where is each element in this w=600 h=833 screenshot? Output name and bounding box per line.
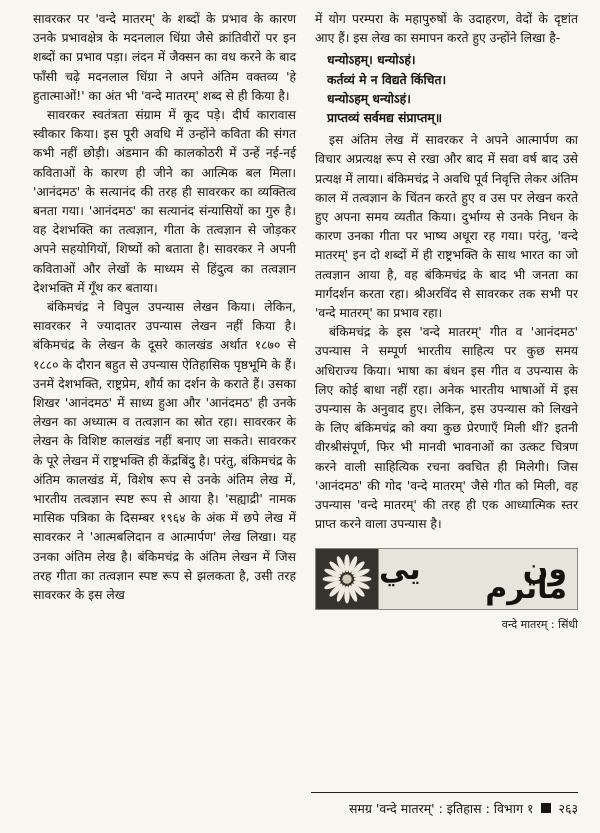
page-footer — [33, 792, 578, 817]
footer-text — [33, 800, 578, 817]
paragraph: सावरकर स्वतंत्रता संग्राम में कूद पड़े। दीर्घ कारावास स्वीकार किया। इस पूरी अवधि में उन्होंने कविता की संगत कभी नहीं छोड़ी। अंडमान की कालकोठरी में उन्हें नई-नई कविताओं के कारण ही जीने का आत्मिक बल मिला। 'आनंदमठ' के सत्यानंद की तरह ही सावरकर का व्यक्तित्व बनता गया। 'आनंदमठ' का सत्यानंद संन्यासियों का गुरु है। वह देशभक्ति का तत्वज्ञान, गीता के तत्वज्ञान से जोड़कर अपने सहयोगियों, शिष्यों को बताता है। सावरकर ने अपनी कविताओं और लेखों के माध्यम से हिंदुत्व का तत्वज्ञान देशभक्ति में गूँथ कर बताया। — [33, 108, 296, 295]
text-columns — [33, 10, 578, 635]
footer-title: समग्र 'वन्दे मातरम्' : इतिहास : विभाग १ — [348, 801, 534, 816]
vande-mataram-sindhi-figure — [315, 548, 578, 610]
verse-line: कर्तव्यं मे न विद्यते किंचित। — [327, 72, 447, 87]
paragraph: बंकिमचंद्र ने विपुल उपन्यास लेखन किया। लेकिन, सावरकर ने ज्यादातर उपन्यास लेखन नहीं किया है। बंकिमचंद्र के लेखन के दूसरे कालखंड अर्थात १८७० से १८८० के दौरान बहुत से उपन्यास ऐतिहासिक पृष्ठभूमि के हैं। उनमें देशभक्ति, राष्ट्रप्रेम, शौर्य का दर्शन के कराते हैं। उसका शिखर 'आनंदमठ' में साध्य हुआ और 'आनंदमठ' ही उनके लेखन का अध्यात्म व तत्वज्ञान का स्रोत रहा। सावरकर के लेखन के विशिष्ट कालखंड नहीं बनाए जा सकते। सावरकर के पूरे लेखन में राष्ट्रभक्ति ही केंद्रबिंदु है। परंतु, बंकिमचंद्र के अंतिम कालखंड में, विशेष रूप से उनके अंतिम लेख में, भारतीय तत्वज्ञान स्पष्ट रूप से आया है। 'सह्याद्री' नामक मासिक पत्रिका के दिसम्बर १९६४ के अंक में छपे लेख में सावरकर ने 'आत्मबलिदान व आत्मार्पण' लेख लिखा। यह उनका अंतिम लेख है। बंकिमचंद्र के अंतिम लेखन में जिस तरह गीता का तत्वज्ञान स्पष्ट रूप से झलकता है, उसी तरह सावरकर के इस लेख — [33, 300, 296, 603]
paragraph: सावरकर पर 'वन्दे मातरम्' के शब्दों के प्रभाव के कारण उनके प्रभावक्षेत्र के मदनलाल धिंग्रा जैसे क्रांतिवीरों पर इन शब्दों का प्रभाव पड़ा। लंदन में जैक्सन का वध करने के बाद फाँसी चढ़े मदनलाल धिंग्रा ने अपने अंतिम वक्तव्य 'हे हुतात्माओं!' का अंत भी 'वन्दे मातरम्' शब्द से ही किया है। — [33, 12, 296, 103]
figure-caption: वन्दे मातरम् : सिंधी — [501, 618, 578, 632]
paragraph: बंकिमचंद्र के इस 'वन्दे मातरम्' गीत व 'आनंदमठ' उपन्यास ने सम्पूर्ण भारतीय साहित्य पर कुछ समय अधिराज्य किया। भाषा का बंधन इस गीत व उपन्यास के लिए कोई बाधा नहीं रहा। अनेक भारतीय भाषाओं में इस उपन्यास के अनुवाद हुए। लेकिन, इस उपन्यास को लिखने के लिए बंकिमचंद्र को क्या कुछ प्रेरणाएँ मिली थीं? इतनी वीरश्रीसंपूर्ण, फिर भी मानवी भावनाओं का उत्कट चित्रण करने वाली साहित्यिक रचना क्वचित ही मिलेगी। जिस 'आनंदमठ' की गोद 'वन्दे मातरम्' जैसे गीत को मिली, वह उपन्यास 'वन्दे मातरम्' की तरह ही एक आध्यात्मिक स्तर प्राप्त करने वाला उपन्यास है। — [315, 325, 578, 532]
left-column — [33, 10, 296, 635]
flower-icon — [322, 554, 372, 604]
page-number: २६३ — [558, 801, 578, 816]
verse-line: धन्योऽहम् धन्योऽहं। — [327, 91, 411, 106]
sanskrit-verse — [327, 51, 578, 128]
verse-line: धन्योऽहम्। धन्योऽहं। — [327, 53, 416, 68]
sindhi-calligraphy-text: ون يي ماترم — [379, 549, 577, 609]
paragraph: में योग परम्परा के महापुरुषों के उदाहरण, वेदों के दृष्टांत आए हैं। इस लेख का समापन करते हुए उन्होंने लिखा है- — [315, 12, 578, 46]
footer-divider — [311, 792, 578, 793]
footer-square-bullet — [541, 803, 551, 813]
paragraph: इस अंतिम लेख में सावरकर ने अपने आत्मार्पण का विचार अप्रत्यक्ष रूप से रखा और बाद में सवा वर्ष बाद उसे प्रत्यक्ष में लाया। बंकिमचंद्र ने अवधि पूर्व निवृत्ति लेकर अंतिम काल में तत्वज्ञान के चिंतन करते हुए व उस पर लेखन करते हुए अपना समय व्यतीत किया। दुर्भाग्य से उनके निधन के कारण उनका गीता पर भाष्य अधूरा रह गया। परंतु, 'वन्दे मातरम्' इन दो शब्दों में ही राष्ट्रभक्ति के साथ भारत का जो तत्वज्ञान आया है, वह बंकिमचंद्र के बाद भी जनता का मार्गदर्शन करता रहा। श्रीअरविंद से सावरकर तक सभी पर 'वन्दे मातरम्' का प्रभाव रहा। — [315, 133, 578, 321]
verse-line: प्राप्तव्यं सर्वमद्य संप्राप्तम्॥ — [327, 111, 443, 126]
right-column — [315, 10, 578, 635]
flower-image-panel — [316, 549, 379, 609]
